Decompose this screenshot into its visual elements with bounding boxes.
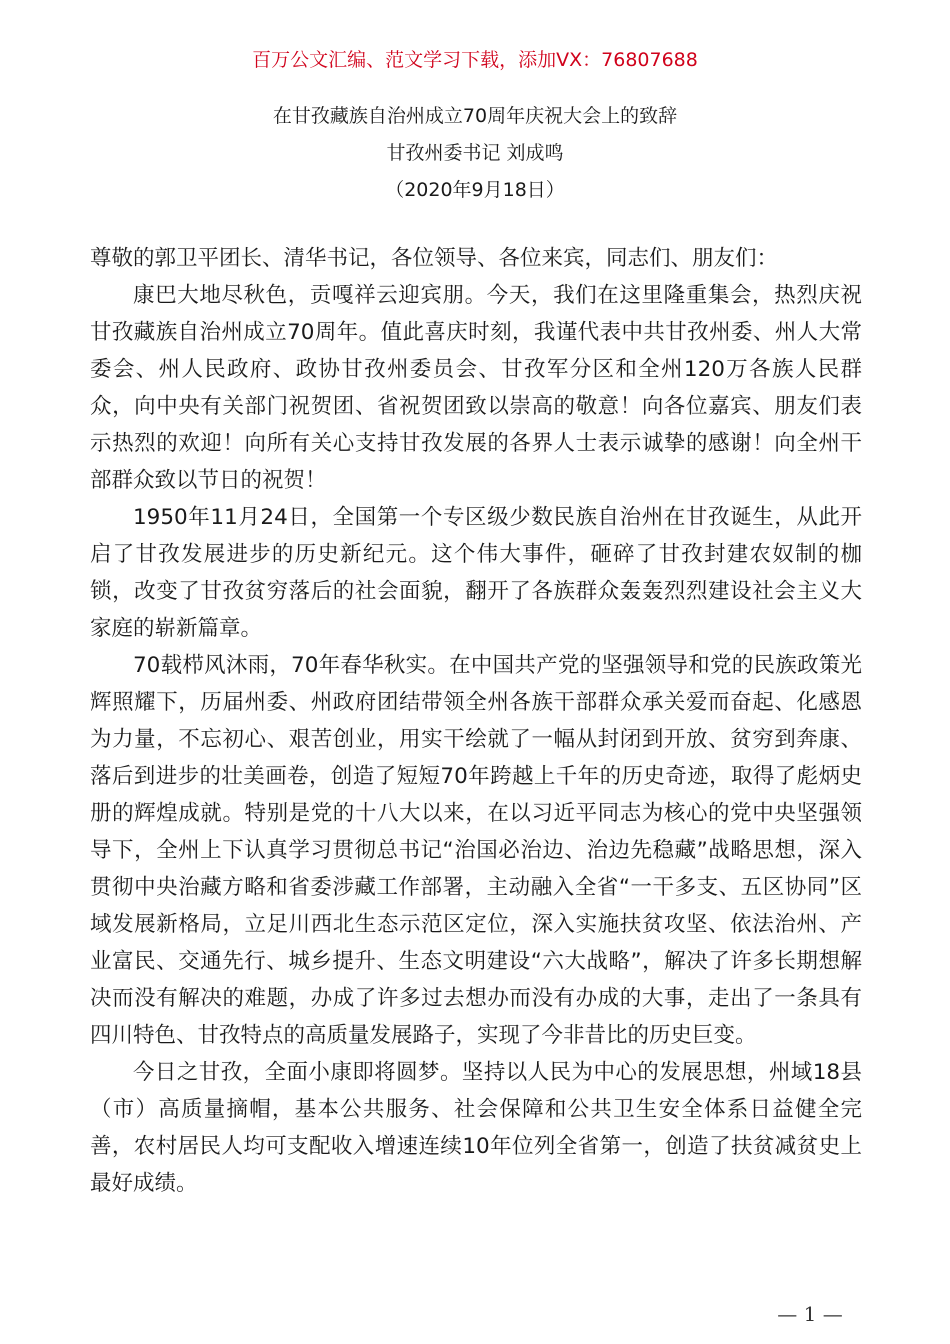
paragraph: 康巴大地尽秋色，贡嘎祥云迎宾朋。今天，我们在这里隆重集会，热烈庆祝甘孜藏族自治州成立70周年。值此喜庆时刻，我谨代表中共甘孜州委、州人大常委会、州人民政府、政协甘孜州委员会、甘孜军分区和全州120万各族人民群众，向中央有关部门祝贺团、省祝贺团致以崇高的敬意！向各位嘉宾、朋友们表示热烈的欢迎！向所有关心支持甘孜发展的各界人士表示诚挚的感谢！向全州干部群众致以节日的祝贺！ — [90, 283, 862, 493]
paragraph: 70载栉风沐雨，70年春华秋实。在中国共产党的坚强领导和党的民族政策光辉照耀下，历届州委、州政府团结带领全州各族干部群众承关爱而奋起、化感恩为力量，不忘初心、艰苦创业，用实干绘就了一幅从封闭到开放、贫穷到奔康、落后到进步的壮美画卷，创造了短短70年跨越上千年的历史奇迹，取得了彪炳史册的辉煌成就。特别是党的十八大以来，在以习近平同志为核心的党中央坚强领导下，全州上下认真学习贯彻总书记“治国必治边、治边先稳藏”战略思想，深入贯彻中央治藏方略和省委涉藏工作部署，主动融入全省“一干多支、五区协同”区域发展新格局，立足川西北生态示范区定位，深入实施扶贫攻坚、依法治州、产业富民、交通先行、城乡提升、生态文明建设“六大战略”，解决了许多长期想解决而没有解决的难题，办成了许多过去想办而没有办成的大事，走出了一条具有四川特色、甘孜特点的高质量发展路子，实现了今非昔比的历史巨变。 — [90, 653, 862, 1048]
paragraph: 今日之甘孜，全面小康即将圆梦。坚持以人民为中心的发展思想，州域18县（市）高质量摘帽，基本公共服务、社会保障和公共卫生安全体系日益健全完善，农村居民人均可支配收入增速连续10年位列全省第一，创造了扶贫减贫史上最好成绩。 — [90, 1060, 862, 1196]
author-line: 甘孜州委书记 刘成鸣 — [386, 142, 564, 164]
date-line: （2020年9月18日） — [385, 179, 565, 201]
page-number: — 1 — — [777, 1302, 843, 1326]
document-body — [90, 240, 862, 1202]
document-header — [0, 98, 950, 209]
watermark-banner: 百万公文汇编、范文学习下载，添加VX：76807688 — [252, 49, 698, 71]
document-title: 在甘孜藏族自治州成立70周年庆祝大会上的致辞 — [272, 105, 678, 127]
paragraph: 1950年11月24日，全国第一个专区级少数民族自治州在甘孜诞生，从此开启了甘孜发展进步的历史新纪元。这个伟大事件，砸碎了甘孜封建农奴制的枷锁，改变了甘孜贫穷落后的社会面貌，翻开了各族群众轰轰烈烈建设社会主义大家庭的崭新篇章。 — [90, 505, 862, 641]
salutation: 尊敬的郭卫平团长、清华书记，各位领导、各位来宾，同志们、朋友们： — [90, 246, 779, 271]
